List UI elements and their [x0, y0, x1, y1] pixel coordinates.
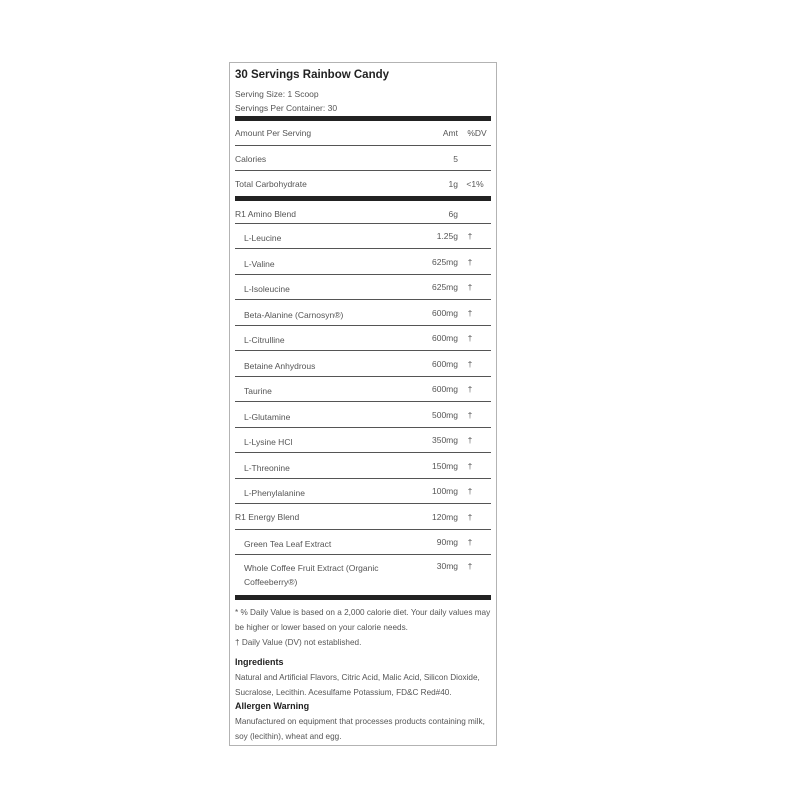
- nutrient-amount: 5: [453, 154, 458, 164]
- ingredient-amount: 150mg: [432, 461, 458, 471]
- divider: [235, 248, 491, 249]
- blend-name: R1 Amino Blend: [235, 209, 296, 219]
- divider: [235, 325, 491, 326]
- divider: [235, 350, 491, 351]
- ingredient-dv: †: [467, 384, 473, 394]
- dagger-footnote: † Daily Value (DV) not established.: [235, 638, 362, 647]
- ingredient-name: Beta-Alanine (Carnosyn®): [244, 310, 344, 320]
- ingredient-amount: 600mg: [432, 359, 458, 369]
- ingredient-name: Betaine Anhydrous: [244, 361, 316, 371]
- ingredient-amount: 350mg: [432, 435, 458, 445]
- amt-column-label: Amt: [442, 128, 458, 138]
- ingredient-dv: †: [467, 537, 473, 547]
- blend-name: R1 Energy Blend: [235, 512, 300, 522]
- divider: [235, 401, 491, 402]
- ingredient-amount: 1.25g: [436, 231, 458, 241]
- ingredient-name: L-Glutamine: [244, 412, 291, 422]
- divider: [235, 223, 491, 224]
- ingredient-name: Green Tea Leaf Extract: [244, 539, 332, 549]
- blend-amount: 120mg: [432, 512, 458, 522]
- divider-thick: [235, 595, 491, 600]
- allergen-text: Manufactured on equipment that processes products containing milk, soy (lecithin), wheat and egg.: [235, 717, 485, 741]
- divider: [235, 427, 491, 428]
- divider: [235, 478, 491, 479]
- divider-thick: [235, 196, 491, 201]
- divider: [235, 376, 491, 377]
- ingredient-dv: †: [467, 282, 473, 292]
- ingredient-name: L-Lysine HCl: [244, 437, 293, 447]
- dv-column-label: %DV: [467, 128, 487, 138]
- ingredients-heading: Ingredients: [235, 657, 284, 667]
- servings-per-container: Servings Per Container: 30: [235, 103, 338, 113]
- ingredients-text: Natural and Artificial Flavors, Citric Acid, Malic Acid, Silicon Dioxide, Sucralose, Lecithin. Acesulfame Potassium, FD&C Red#40.: [235, 673, 480, 697]
- divider: [235, 452, 491, 453]
- divider: [235, 145, 491, 146]
- divider: [235, 503, 491, 504]
- ingredient-dv: †: [467, 435, 473, 445]
- ingredient-dv: †: [467, 359, 473, 369]
- daily-value-footnote: * % Daily Value is based on a 2,000 calorie diet. Your daily values may be higher or lower based on your calorie needs.: [235, 608, 491, 632]
- ingredient-dv: †: [467, 231, 473, 241]
- ingredient-dv: †: [467, 333, 473, 343]
- ingredient-name: L-Citrulline: [244, 335, 285, 345]
- allergen-heading: Allergen Warning: [235, 701, 310, 711]
- ingredient-amount: 500mg: [432, 410, 458, 420]
- ingredient-dv: †: [467, 486, 473, 496]
- ingredient-amount: 600mg: [432, 384, 458, 394]
- divider: [235, 299, 491, 300]
- ingredient-dv: †: [467, 410, 473, 420]
- ingredient-name: Whole Coffee Fruit Extract (Organic Coffeeberry®): [244, 563, 379, 587]
- nutrient-amount: 1g: [448, 179, 458, 189]
- ingredient-name: L-Phenylalanine: [244, 488, 305, 498]
- product-title: 30 Servings Rainbow Candy: [235, 69, 390, 81]
- ingredient-name: L-Threonine: [244, 463, 290, 473]
- ingredient-name: Taurine: [244, 386, 272, 396]
- ingredient-name: L-Leucine: [244, 233, 282, 243]
- ingredient-dv: †: [467, 461, 473, 471]
- ingredient-amount: 600mg: [432, 308, 458, 318]
- nutrient-name: Calories: [235, 154, 267, 164]
- divider: [235, 170, 491, 171]
- serving-size: Serving Size: 1 Scoop: [235, 89, 319, 99]
- ingredient-name: L-Isoleucine: [244, 284, 290, 294]
- amount-per-serving-label: Amount Per Serving: [235, 128, 312, 138]
- ingredient-amount: 100mg: [432, 486, 458, 496]
- nutrient-dv: <1%: [466, 179, 484, 189]
- ingredient-amount: 625mg: [432, 282, 458, 292]
- divider: [235, 554, 491, 555]
- blend-amount: 6g: [448, 209, 458, 219]
- ingredient-amount: 600mg: [432, 333, 458, 343]
- ingredient-dv: †: [467, 561, 473, 571]
- ingredient-dv: †: [467, 257, 473, 267]
- ingredient-amount: 625mg: [432, 257, 458, 267]
- divider: [235, 274, 491, 275]
- nutrient-name: Total Carbohydrate: [235, 179, 307, 189]
- ingredient-amount: 90mg: [436, 537, 458, 547]
- divider: [235, 529, 491, 530]
- ingredient-amount: 30mg: [436, 561, 458, 571]
- supplement-facts-panel: [229, 62, 497, 746]
- blend-dv: †: [467, 512, 473, 522]
- divider-thick: [235, 116, 491, 121]
- ingredient-dv: †: [467, 308, 473, 318]
- ingredient-name: L-Valine: [244, 259, 275, 269]
